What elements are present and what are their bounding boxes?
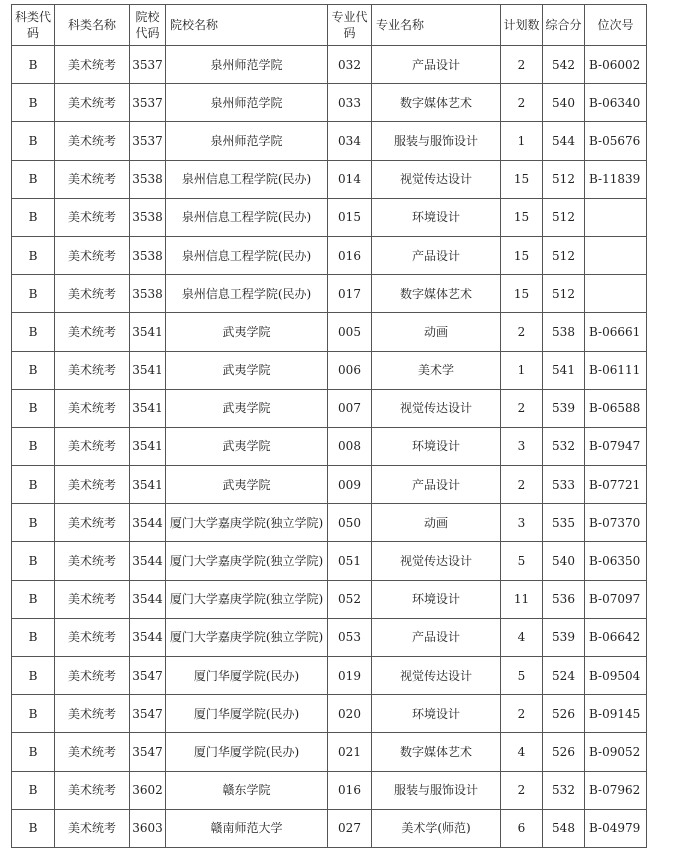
header-rank: 位次号 <box>585 5 647 46</box>
school-code-cell: 3541 <box>130 466 166 504</box>
major-name-cell: 视觉传达设计 <box>372 389 501 427</box>
major-name-cell: 环境设计 <box>372 580 501 618</box>
major-code-cell: 019 <box>328 657 372 695</box>
major-code-cell: 014 <box>328 160 372 198</box>
school-code-cell: 3537 <box>130 46 166 84</box>
major-name-cell: 产品设计 <box>372 466 501 504</box>
major-name-cell: 数字媒体艺术 <box>372 84 501 122</box>
major-code-cell: 021 <box>328 733 372 771</box>
header-major-code: 专业代码 <box>328 5 372 46</box>
major-name-cell: 服装与服饰设计 <box>372 122 501 160</box>
school-name-cell: 厦门大学嘉庚学院(独立学院) <box>166 504 328 542</box>
school-code-cell: 3538 <box>130 160 166 198</box>
school-name-cell: 赣南师范大学 <box>166 809 328 847</box>
plan-cell: 6 <box>501 809 543 847</box>
school-name-cell: 泉州信息工程学院(民办) <box>166 198 328 236</box>
major-name-cell: 产品设计 <box>372 236 501 274</box>
school-code-cell: 3538 <box>130 236 166 274</box>
major-name-cell: 动画 <box>372 313 501 351</box>
table-row <box>12 275 647 313</box>
score-cell: 524 <box>543 657 585 695</box>
table-row <box>12 46 647 84</box>
major-code-cell: 050 <box>328 504 372 542</box>
major-name-cell: 美术学(师范) <box>372 809 501 847</box>
plan-cell: 15 <box>501 236 543 274</box>
kl-code-cell: B <box>12 389 55 427</box>
plan-cell: 2 <box>501 771 543 809</box>
plan-cell: 2 <box>501 389 543 427</box>
plan-cell: 5 <box>501 542 543 580</box>
kl-code-cell: B <box>12 657 55 695</box>
kl-name-cell: 美术统考 <box>55 275 130 313</box>
kl-code-cell: B <box>12 313 55 351</box>
major-code-cell: 016 <box>328 771 372 809</box>
table-row <box>12 542 647 580</box>
school-name-cell: 泉州信息工程学院(民办) <box>166 160 328 198</box>
major-code-cell: 032 <box>328 46 372 84</box>
school-name-cell: 厦门大学嘉庚学院(独立学院) <box>166 618 328 656</box>
major-code-cell: 053 <box>328 618 372 656</box>
school-name-cell: 厦门大学嘉庚学院(独立学院) <box>166 580 328 618</box>
kl-code-cell: B <box>12 351 55 389</box>
kl-name-cell: 美术统考 <box>55 695 130 733</box>
school-code-cell: 3544 <box>130 618 166 656</box>
plan-cell: 4 <box>501 618 543 656</box>
rank-cell: B-11839 <box>585 160 647 198</box>
major-name-cell: 环境设计 <box>372 427 501 465</box>
school-code-cell: 3538 <box>130 275 166 313</box>
score-cell: 535 <box>543 504 585 542</box>
score-cell: 540 <box>543 84 585 122</box>
school-code-cell: 3603 <box>130 809 166 847</box>
plan-cell: 2 <box>501 466 543 504</box>
school-code-cell: 3544 <box>130 542 166 580</box>
major-name-cell: 视觉传达设计 <box>372 657 501 695</box>
kl-code-cell: B <box>12 84 55 122</box>
kl-code-cell: B <box>12 236 55 274</box>
rank-cell <box>585 198 647 236</box>
major-code-cell: 033 <box>328 84 372 122</box>
major-code-cell: 034 <box>328 122 372 160</box>
major-code-cell: 016 <box>328 236 372 274</box>
plan-cell: 2 <box>501 695 543 733</box>
score-cell: 532 <box>543 771 585 809</box>
score-cell: 512 <box>543 160 585 198</box>
score-cell: 532 <box>543 427 585 465</box>
plan-cell: 2 <box>501 46 543 84</box>
kl-code-cell: B <box>12 427 55 465</box>
kl-name-cell: 美术统考 <box>55 657 130 695</box>
school-name-cell: 武夷学院 <box>166 466 328 504</box>
plan-cell: 11 <box>501 580 543 618</box>
score-cell: 538 <box>543 313 585 351</box>
plan-cell: 15 <box>501 160 543 198</box>
table-row <box>12 466 647 504</box>
school-name-cell: 泉州师范学院 <box>166 84 328 122</box>
header-school-code: 院校代码 <box>130 5 166 46</box>
table-row <box>12 695 647 733</box>
major-code-cell: 008 <box>328 427 372 465</box>
major-name-cell: 数字媒体艺术 <box>372 733 501 771</box>
plan-cell: 1 <box>501 351 543 389</box>
kl-name-cell: 美术统考 <box>55 771 130 809</box>
admission-table <box>11 4 647 848</box>
major-code-cell: 052 <box>328 580 372 618</box>
kl-code-cell: B <box>12 695 55 733</box>
school-name-cell: 泉州信息工程学院(民办) <box>166 275 328 313</box>
kl-name-cell: 美术统考 <box>55 236 130 274</box>
school-code-cell: 3544 <box>130 504 166 542</box>
table-row <box>12 198 647 236</box>
kl-name-cell: 美术统考 <box>55 122 130 160</box>
major-code-cell: 017 <box>328 275 372 313</box>
kl-name-cell: 美术统考 <box>55 466 130 504</box>
plan-cell: 4 <box>501 733 543 771</box>
school-code-cell: 3541 <box>130 313 166 351</box>
major-name-cell: 服装与服饰设计 <box>372 771 501 809</box>
score-cell: 541 <box>543 351 585 389</box>
header-school-name: 院校名称 <box>166 5 328 46</box>
score-cell: 548 <box>543 809 585 847</box>
school-name-cell: 武夷学院 <box>166 351 328 389</box>
major-name-cell: 视觉传达设计 <box>372 160 501 198</box>
score-cell: 542 <box>543 46 585 84</box>
major-name-cell: 数字媒体艺术 <box>372 275 501 313</box>
kl-name-cell: 美术统考 <box>55 733 130 771</box>
kl-code-cell: B <box>12 504 55 542</box>
school-code-cell: 3602 <box>130 771 166 809</box>
major-name-cell: 美术学 <box>372 351 501 389</box>
score-cell: 539 <box>543 618 585 656</box>
major-code-cell: 007 <box>328 389 372 427</box>
kl-code-cell: B <box>12 733 55 771</box>
header-kl-code: 科类代码 <box>12 5 55 46</box>
rank-cell: B-09052 <box>585 733 647 771</box>
score-cell: 512 <box>543 275 585 313</box>
major-name-cell: 产品设计 <box>372 618 501 656</box>
school-name-cell: 武夷学院 <box>166 313 328 351</box>
kl-name-cell: 美术统考 <box>55 351 130 389</box>
kl-name-cell: 美术统考 <box>55 313 130 351</box>
score-cell: 512 <box>543 198 585 236</box>
kl-name-cell: 美术统考 <box>55 618 130 656</box>
plan-cell: 1 <box>501 122 543 160</box>
school-code-cell: 3541 <box>130 427 166 465</box>
school-code-cell: 3537 <box>130 84 166 122</box>
school-code-cell: 3537 <box>130 122 166 160</box>
school-name-cell: 武夷学院 <box>166 389 328 427</box>
score-cell: 526 <box>543 695 585 733</box>
major-name-cell: 视觉传达设计 <box>372 542 501 580</box>
rank-cell: B-09145 <box>585 695 647 733</box>
table-row <box>12 351 647 389</box>
school-name-cell: 厦门大学嘉庚学院(独立学院) <box>166 542 328 580</box>
school-code-cell: 3547 <box>130 657 166 695</box>
plan-cell: 15 <box>501 198 543 236</box>
rank-cell: B-06661 <box>585 313 647 351</box>
rank-cell: B-06642 <box>585 618 647 656</box>
kl-code-cell: B <box>12 809 55 847</box>
rank-cell: B-06111 <box>585 351 647 389</box>
table-row <box>12 313 647 351</box>
table-row <box>12 733 647 771</box>
rank-cell: B-04979 <box>585 809 647 847</box>
plan-cell: 2 <box>501 313 543 351</box>
major-code-cell: 051 <box>328 542 372 580</box>
kl-name-cell: 美术统考 <box>55 542 130 580</box>
rank-cell: B-07097 <box>585 580 647 618</box>
school-code-cell: 3547 <box>130 695 166 733</box>
kl-name-cell: 美术统考 <box>55 389 130 427</box>
table-row <box>12 427 647 465</box>
kl-name-cell: 美术统考 <box>55 427 130 465</box>
header-row <box>12 5 647 46</box>
school-name-cell: 厦门华厦学院(民办) <box>166 695 328 733</box>
kl-name-cell: 美术统考 <box>55 504 130 542</box>
kl-code-cell: B <box>12 122 55 160</box>
major-name-cell: 环境设计 <box>372 695 501 733</box>
major-code-cell: 006 <box>328 351 372 389</box>
major-code-cell: 020 <box>328 695 372 733</box>
plan-cell: 3 <box>501 427 543 465</box>
school-code-cell: 3541 <box>130 351 166 389</box>
header-kl-name: 科类名称 <box>55 5 130 46</box>
rank-cell <box>585 275 647 313</box>
rank-cell: B-05676 <box>585 122 647 160</box>
kl-name-cell: 美术统考 <box>55 809 130 847</box>
header-score: 综合分 <box>543 5 585 46</box>
score-cell: 533 <box>543 466 585 504</box>
table-row <box>12 580 647 618</box>
school-code-cell: 3544 <box>130 580 166 618</box>
score-cell: 544 <box>543 122 585 160</box>
major-name-cell: 动画 <box>372 504 501 542</box>
major-code-cell: 027 <box>328 809 372 847</box>
rank-cell: B-07962 <box>585 771 647 809</box>
table-row <box>12 160 647 198</box>
table-row <box>12 389 647 427</box>
major-code-cell: 015 <box>328 198 372 236</box>
header-major-name: 专业名称 <box>372 5 501 46</box>
major-code-cell: 005 <box>328 313 372 351</box>
kl-code-cell: B <box>12 46 55 84</box>
score-cell: 512 <box>543 236 585 274</box>
school-name-cell: 泉州师范学院 <box>166 46 328 84</box>
rank-cell: B-06350 <box>585 542 647 580</box>
header-plan: 计划数 <box>501 5 543 46</box>
school-code-cell: 3538 <box>130 198 166 236</box>
kl-code-cell: B <box>12 771 55 809</box>
table-row <box>12 657 647 695</box>
rank-cell: B-07721 <box>585 466 647 504</box>
rank-cell: B-06002 <box>585 46 647 84</box>
school-name-cell: 泉州师范学院 <box>166 122 328 160</box>
major-name-cell: 产品设计 <box>372 46 501 84</box>
school-code-cell: 3541 <box>130 389 166 427</box>
kl-code-cell: B <box>12 580 55 618</box>
rank-cell: B-06588 <box>585 389 647 427</box>
school-name-cell: 厦门华厦学院(民办) <box>166 657 328 695</box>
kl-code-cell: B <box>12 466 55 504</box>
kl-code-cell: B <box>12 542 55 580</box>
major-name-cell: 环境设计 <box>372 198 501 236</box>
score-cell: 536 <box>543 580 585 618</box>
table-row <box>12 771 647 809</box>
kl-name-cell: 美术统考 <box>55 84 130 122</box>
table-body <box>12 46 647 848</box>
table-row <box>12 236 647 274</box>
admission-table-container <box>11 4 647 848</box>
score-cell: 540 <box>543 542 585 580</box>
major-code-cell: 009 <box>328 466 372 504</box>
table-row <box>12 122 647 160</box>
table-row <box>12 504 647 542</box>
school-code-cell: 3547 <box>130 733 166 771</box>
rank-cell: B-06340 <box>585 84 647 122</box>
kl-code-cell: B <box>12 198 55 236</box>
school-name-cell: 赣东学院 <box>166 771 328 809</box>
rank-cell: B-09504 <box>585 657 647 695</box>
kl-code-cell: B <box>12 275 55 313</box>
school-name-cell: 武夷学院 <box>166 427 328 465</box>
plan-cell: 15 <box>501 275 543 313</box>
table-row <box>12 809 647 847</box>
plan-cell: 5 <box>501 657 543 695</box>
rank-cell: B-07947 <box>585 427 647 465</box>
kl-name-cell: 美术统考 <box>55 580 130 618</box>
kl-code-cell: B <box>12 160 55 198</box>
score-cell: 526 <box>543 733 585 771</box>
score-cell: 539 <box>543 389 585 427</box>
table-row <box>12 84 647 122</box>
table-row <box>12 618 647 656</box>
kl-name-cell: 美术统考 <box>55 46 130 84</box>
kl-code-cell: B <box>12 618 55 656</box>
rank-cell <box>585 236 647 274</box>
school-name-cell: 泉州信息工程学院(民办) <box>166 236 328 274</box>
plan-cell: 3 <box>501 504 543 542</box>
kl-name-cell: 美术统考 <box>55 198 130 236</box>
kl-name-cell: 美术统考 <box>55 160 130 198</box>
plan-cell: 2 <box>501 84 543 122</box>
school-name-cell: 厦门华厦学院(民办) <box>166 733 328 771</box>
rank-cell: B-07370 <box>585 504 647 542</box>
